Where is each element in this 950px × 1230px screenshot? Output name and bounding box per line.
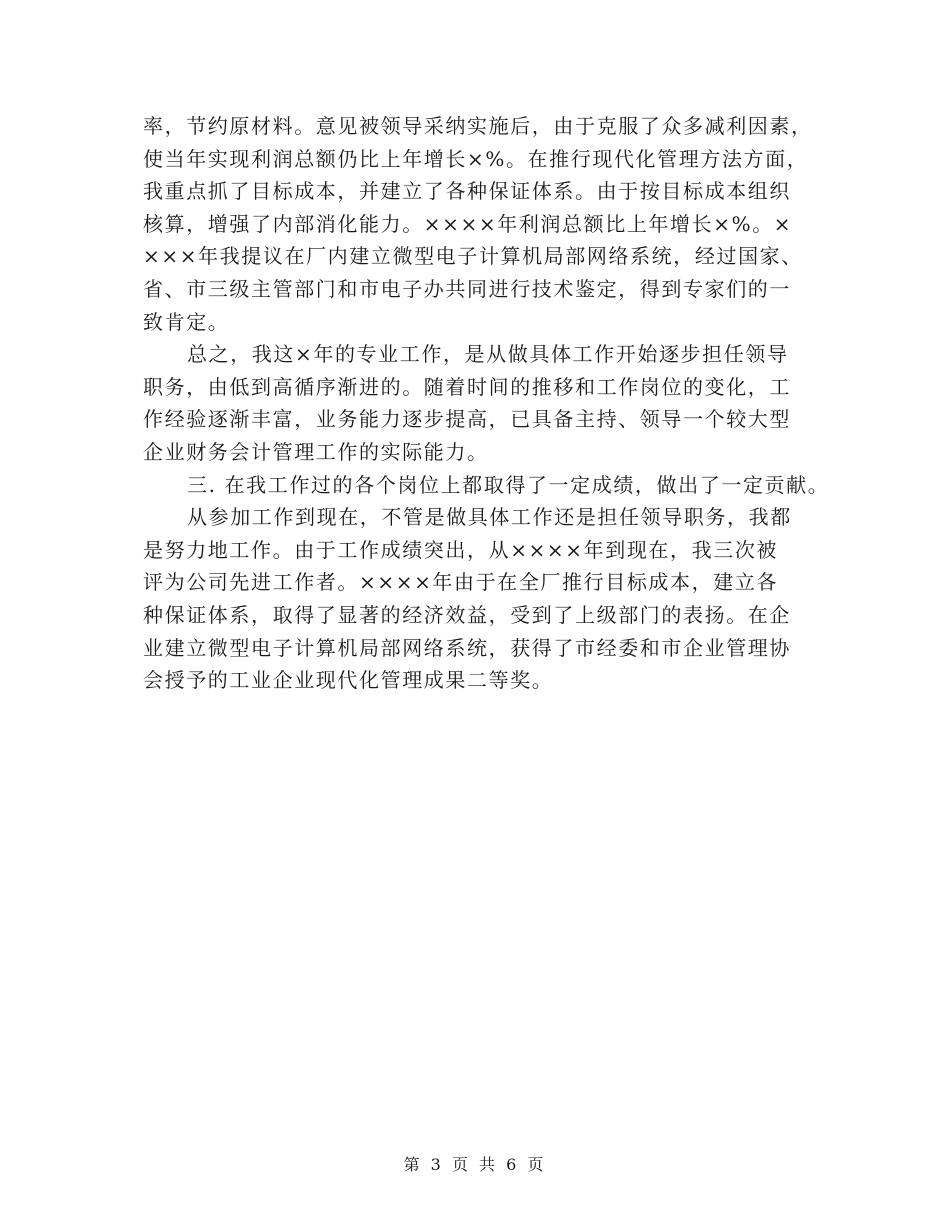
text-line: 率，节约原材料。意见被领导采纳实施后，由于克服了众多减利因素， — [143, 114, 813, 138]
text-line: 作经验逐渐丰富，业务能力逐步提高，已具备主持、领导一个较大型 — [143, 407, 791, 432]
text-line: ×××年我提议在厂内建立微型电子计算机局部网络系统，经过国家、 — [143, 244, 803, 269]
text-line: 评为公司先进工作者。××××年由于在全厂推行目标成本，建立各 — [143, 570, 779, 595]
text-line: 会授予的工业企业现代化管理成果二等奖。 — [143, 668, 554, 693]
paragraph-2 — [143, 338, 823, 468]
text-line: 从参加工作到现在，不管是做具体工作还是担任领导职务，我都 — [187, 505, 792, 530]
text-line: 企业财务会计管理工作的实际能力。 — [143, 439, 489, 464]
paragraph-4 — [143, 501, 823, 697]
paragraph-3-section-heading — [143, 469, 830, 502]
text-line: 职务，由低到高循序渐进的。随着时间的推移和工作岗位的变化，工 — [143, 374, 791, 399]
text-line: 业建立微型电子计算机局部网络系统，获得了市经委和市企业管理协 — [143, 635, 791, 660]
text-line: 我重点抓了目标成本，并建立了各种保证体系。由于按目标成本组织 — [143, 179, 791, 204]
paragraph-1 — [143, 110, 823, 338]
text-line: 致肯定。 — [143, 309, 230, 334]
text-line: 核算，增强了内部消化能力。××××年利润总额比上年增长×%。× — [143, 211, 793, 236]
text-line: 省、市三级主管部门和市电子办共同进行技术鉴定，得到专家们的一 — [143, 276, 791, 301]
text-line: 是努力地工作。由于工作成绩突出，从××××年到现在，我三次被 — [143, 537, 779, 562]
document-body — [143, 110, 830, 697]
text-line: 总之，我这×年的专业工作，是从做具体工作开始逐步担任领导 — [187, 342, 789, 367]
page-number-footer: 第 3 页 共 6 页 — [403, 1155, 547, 1174]
text-line: 使当年实现利润总额仍比上年增长×%。在推行现代化管理方法方面， — [143, 146, 809, 171]
section-heading: 三. 在我工作过的各个岗位上都取得了一定成绩，做出了一定贡献。 — [187, 472, 830, 497]
text-line: 种保证体系，取得了显著的经济效益，受到了上级部门的表扬。在企 — [143, 602, 791, 627]
